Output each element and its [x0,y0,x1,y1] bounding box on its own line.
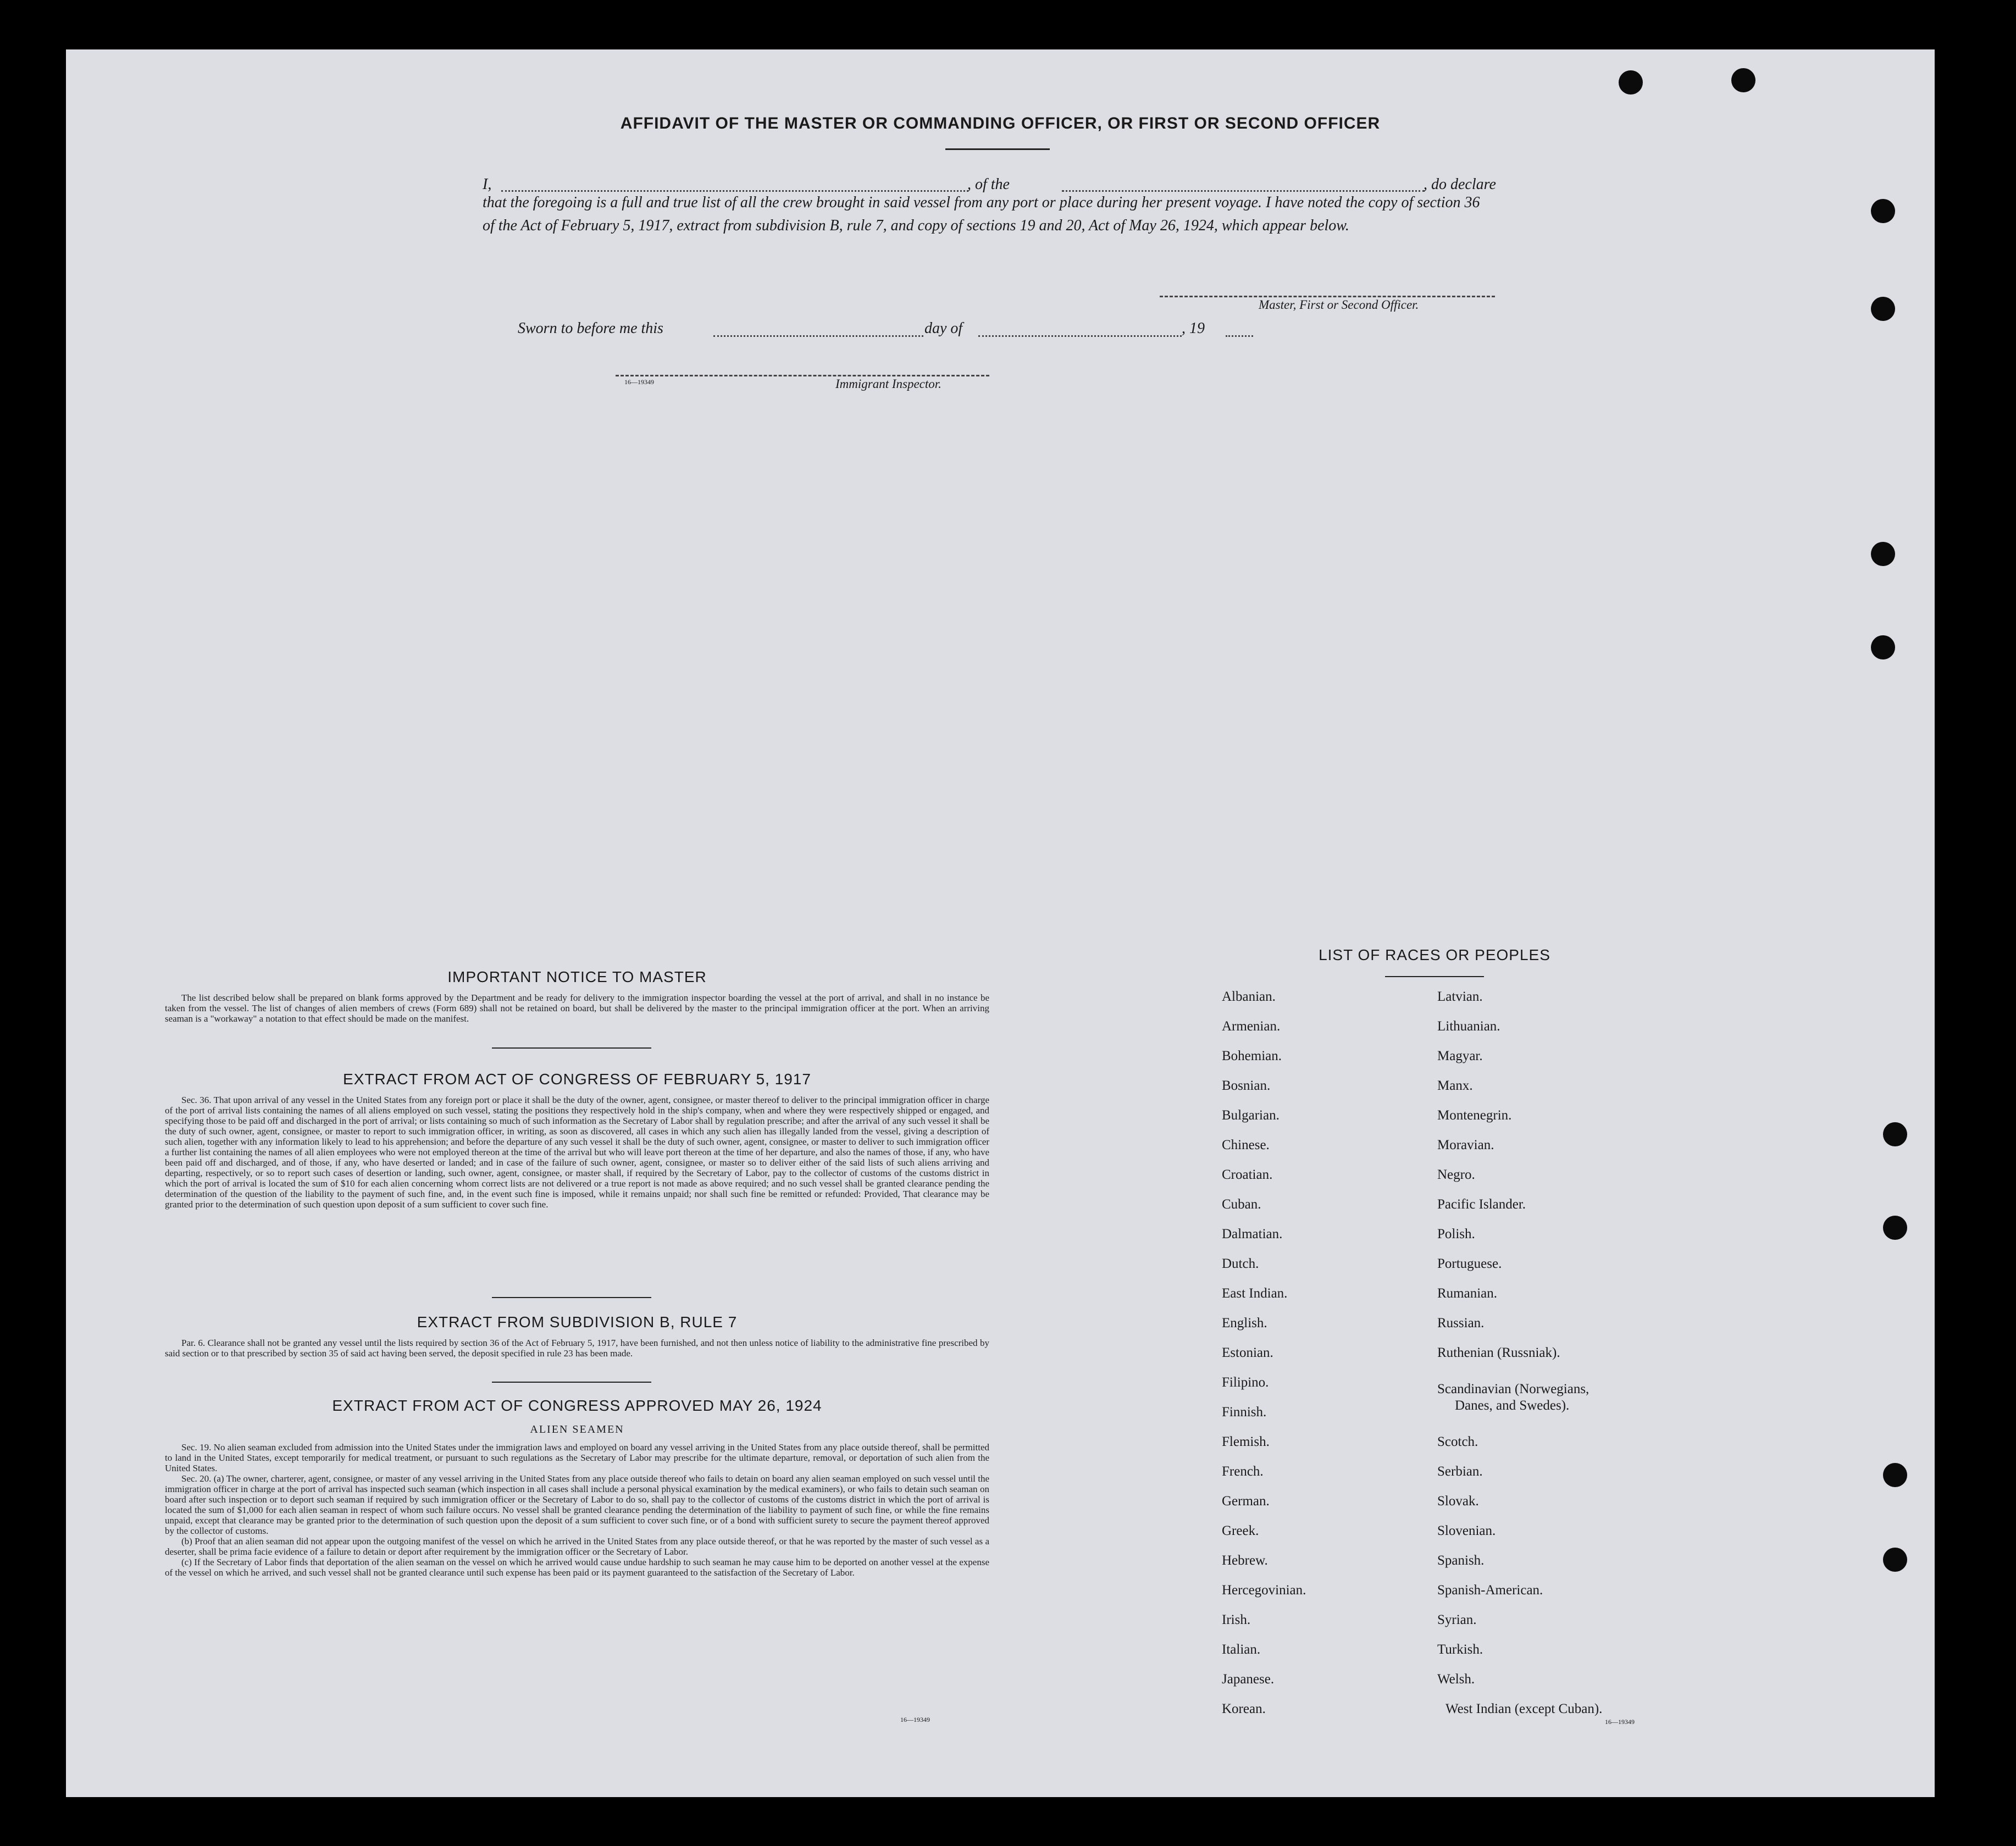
race-item: Magyar. [1437,1049,1483,1063]
notice-text [165,993,989,1024]
race-item: Chinese. [1222,1138,1270,1152]
punch-hole [1883,1216,1907,1240]
sworn-year: , 19 [1182,320,1205,337]
punch-hole [1731,68,1755,92]
master-caption: Master, First or Second Officer. [1259,298,1419,312]
form-code: 16—19349 [624,378,654,386]
race-item: Cuban. [1222,1197,1261,1212]
notice-paragraph: The list described below shall be prepared on blank forms approved by the Department and be ready for delivery to the immigration inspector boarding the vessel at the port of arrival, and shall in no instance be taken from the vessel. The list of changes of alien members of crews (Form 689) shall not be retained on board, but shall be delivered by the master to the principal immigration officer at the port. When an arriving seaman is a "workaway" a notation to that effect should be made on the manifest. [165,993,989,1024]
sworn-month-blank[interactable] [978,335,1182,337]
race-item: Bulgarian. [1222,1108,1280,1123]
race-item: Syrian. [1437,1612,1477,1627]
race-item: Montenegrin. [1437,1108,1512,1123]
sec20a-paragraph: Sec. 20. (a) The owner, charterer, agent, consignee, or master of any vessel arriving in the United States from any place outside thereof who fails to detain on board any alien seaman employed on such vessel until the immigration officer in charge at the port of arrival has inspected such seaman (which inspection in all cases shall include a personal physical examination by the medical examiners), or who fails to detain such seaman on board after such inspection or to deport such seaman if required by such immigration officer or the Secretary of Labor to do so, shall pay to the collector of customs of the customs district in which the port of arrival is located the sum of $1,000 for each alien seaman in respect of whom such failure occurs. No vessel shall be granted clearance pending the determination of the liability to payment of such fine, or while the fine remains unpaid, except that clearance may be granted prior to the determination of such question upon the deposit of a sum sufficient to cover such fine, or of a bond with sufficient surety to secure the payment thereof approved by the collector of customs. [165,1473,989,1536]
race-item: Moravian. [1437,1138,1494,1152]
sworn-year-blank[interactable] [1226,335,1253,337]
race-item: Ruthenian (Russniak). [1437,1345,1560,1360]
form-code: 16—19349 [1605,1718,1635,1726]
race-item: East Indian. [1222,1286,1288,1301]
inspector-signature-line[interactable] [616,375,989,376]
race-item: Scotch. [1437,1434,1478,1449]
race-item: Negro. [1437,1167,1475,1182]
race-item: Estonian. [1222,1345,1273,1360]
race-item: Irish. [1222,1612,1251,1627]
divider [492,1382,651,1383]
affidavit-i: I, [483,176,492,193]
races-title: LIST OF RACES OR PEOPLES [1319,946,1550,963]
race-item: German. [1222,1494,1270,1509]
document-page [66,49,1935,1797]
race-item: Portuguese. [1437,1256,1502,1271]
punch-hole [1871,542,1895,566]
race-item: Hercegovinian. [1222,1583,1306,1598]
extract-1924-title: EXTRACT FROM ACT OF CONGRESS APPROVED MAY 26, 1924 [332,1397,822,1414]
race-item: Pacific Islander. [1437,1197,1526,1212]
race-item: Bosnian. [1222,1078,1271,1093]
race-item: Dutch. [1222,1256,1259,1271]
race-item: Spanish-American. [1437,1583,1543,1598]
extract-1917-title: EXTRACT FROM ACT OF CONGRESS OF FEBRUARY 5, 1917 [343,1071,811,1088]
race-item: Armenian. [1222,1019,1281,1034]
sec20b-paragraph: (b) Proof that an alien seaman did not appear upon the outgoing manifest of the vessel on which he arrived in the United States from any place outside thereof, or that he was reported by the master of such vessel as a deserter, shall be prima facie evidence of a failure to detain or deport after requirement by the immigration officer or the Secretary of Labor. [165,1536,989,1557]
rule7-text [165,1338,989,1359]
punch-hole [1871,635,1895,659]
race-item: Slovak. [1437,1494,1479,1509]
race-item: West Indian (except Cuban). [1445,1701,1603,1716]
race-item: Greek. [1222,1523,1259,1538]
extract-1917-text [165,1095,989,1210]
race-item: Scandinavian (Norwegians, [1437,1382,1589,1396]
race-item: Albanian. [1222,989,1276,1004]
race-item: Turkish. [1437,1642,1483,1657]
title-underline [945,148,1050,150]
punch-hole [1871,199,1895,223]
race-item: Japanese. [1222,1672,1275,1687]
race-item: Polish. [1437,1227,1475,1241]
race-item: Russian. [1437,1316,1485,1331]
sworn-prefix: Sworn to before me this [518,320,663,337]
sworn-day-of: day of [924,320,963,337]
race-item: Spanish. [1437,1553,1485,1568]
affidavit-title: AFFIDAVIT OF THE MASTER OR COMMANDING OFFICER, OR FIRST OR SECOND OFFICER [620,114,1381,132]
race-item: Danes, and Swedes). [1455,1398,1570,1413]
race-item: Dalmatian. [1222,1227,1283,1241]
notice-title: IMPORTANT NOTICE TO MASTER [447,968,707,985]
master-signature-line[interactable] [1160,296,1495,297]
divider [492,1297,651,1298]
race-item: French. [1222,1464,1264,1479]
rule7-title: EXTRACT FROM SUBDIVISION B, RULE 7 [417,1313,738,1331]
race-item: Italian. [1222,1642,1261,1657]
race-item: English. [1222,1316,1267,1331]
form-code: 16—19349 [900,1716,930,1723]
sec20c-paragraph: (c) If the Secretary of Labor finds that deportation of the alien seaman on the vessel on which he arrived would cause undue hardship to such seaman he may cause him to be deported on another vessel at the expense of the vessel on which he arrived, and such vessel shall not be granted clearance until such expense has been paid or its payment guaranteed to the satisfaction of the Secretary of Labor. [165,1557,989,1578]
races-underline [1385,976,1484,977]
race-item: Hebrew. [1222,1553,1268,1568]
race-item: Filipino. [1222,1375,1269,1390]
sworn-day-blank[interactable] [713,335,923,337]
race-item: Croatian. [1222,1167,1273,1182]
race-item: Finnish. [1222,1405,1267,1420]
extract-1924-text [165,1442,989,1578]
punch-hole [1871,297,1895,321]
punch-hole [1619,70,1643,95]
race-item: Serbian. [1437,1464,1483,1479]
alien-seamen-subtitle: ALIEN SEAMEN [530,1423,624,1435]
race-item: Welsh. [1437,1672,1475,1687]
race-item: Korean. [1222,1701,1266,1716]
punch-hole [1883,1548,1907,1572]
divider [492,1047,651,1049]
declaration-text: that the foregoing is a full and true list of all the crew brought in said vessel from any port or place during her present voyage. I have noted the copy of section 36 of the Act of February 5, 1917, extract from subdivision B, rule 7, and copy of sections 19 and 20, Act of May 26, 1924, which appear below. [483,194,1480,234]
race-item: Slovenian. [1437,1523,1496,1538]
sec19-paragraph: Sec. 19. No alien seaman excluded from admission into the United States under the immigration laws and employed on board any vessel arriving in the United States from any place outside thereof, shall be permitted to land in the United States, except temporarily for medical treatment, or pursuant to such regulations as the Secretary of Labor may prescribe for the ultimate departure, removal, or deportation of such alien from the United States. [165,1442,989,1473]
affidavit-of-the: , of the [967,176,1010,193]
race-item: Lithuanian. [1437,1019,1500,1034]
extract-1917-paragraph: Sec. 36. That upon arrival of any vessel in the United States from any foreign port or place it shall be the duty of the owner, agent, consignee, or master thereof to deliver to the principal immigration officer in charge of the port of arrival lists containing the names of all aliens employed on such vessel, stating the positions they respectively hold in the ship's company, when and where they were respectively shipped or engaged, and specifying those to be paid off and discharged in the port of arrival; or lists containing so much of such information as the Secretary of Labor shall by regulation prescribe; and after the arrival of any such vessel it shall be the duty of such owner, agent, consignee, or master to report to such immigration officer, in writing, as soon as discovered, all cases in which any such alien has illegally landed from the vessel, giving a description of such alien, together with any information likely to lead to his apprehension; and before the departure of any such vessel it shall be the duty of such owner, agent, consignee, or master to deliver to such immigration officer a further list containing the names of all alien employees who were not employed thereon at the time of the arrival but who will leave port thereon at the time of her departure, and also the names of those, if any, who have been paid off and discharged, and of those, if any, who have deserted or landed; and in case of the failure of such owner, agent, consignee, or master so to deliver either of the said lists of such aliens arriving and departing, respectively, or so to report such cases of desertion or landing, such owner, agent, consignee, or master shall, if required by the Secretary of Labor, pay to the collector of customs of the customs district in which the port of arrival is located the sum of $10 for each alien concerning whom correct lists are not delivered or a true report is not made as above required; and no such vessel shall be granted clearance pending the determination of the question of the liability to the payment of such fine, and, in the event such fine is imposed, while it remains unpaid; nor shall such fine be remitted or refunded: Provided, That clearance may be granted prior to the determination of such question upon deposit of a sum sufficient to cover such fine. [165,1095,989,1210]
race-item: Flemish. [1222,1434,1270,1449]
race-item: Manx. [1437,1078,1473,1093]
punch-hole [1883,1122,1907,1146]
inspector-caption: Immigrant Inspector. [835,377,941,391]
race-item: Rumanian. [1437,1286,1498,1301]
punch-hole [1883,1463,1907,1487]
race-item: Latvian. [1437,989,1483,1004]
affidavit-declare: , do declare [1424,176,1496,193]
race-item: Bohemian. [1222,1049,1282,1063]
rule7-paragraph: Par. 6. Clearance shall not be granted any vessel until the lists required by section 36 of the Act of February 5, 1917, have been furnished, and not then unless notice of liability to the administrative fine prescribed by said section or to that prescribed by section 35 of said act having been served, the deposit specified in rule 23 has been made. [165,1338,989,1359]
